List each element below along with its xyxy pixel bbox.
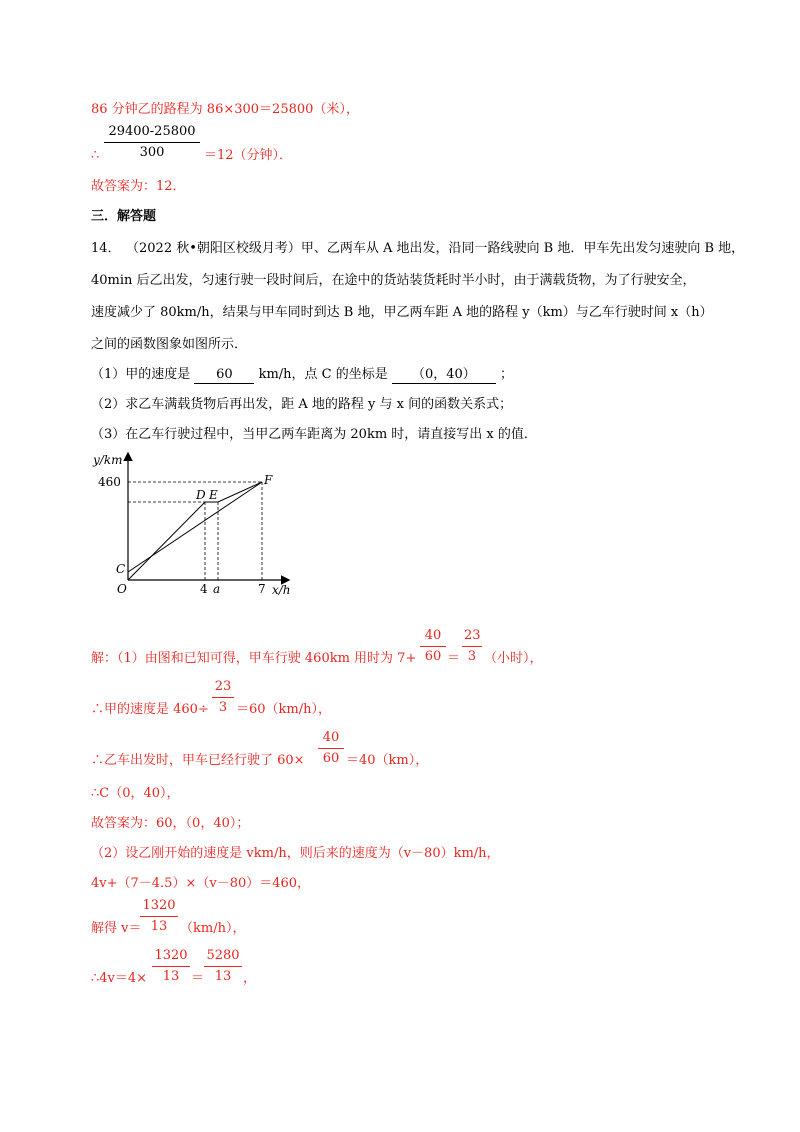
point-e-label: E [209, 488, 218, 502]
solution-line-3-b: ＝40（km）， [346, 753, 429, 768]
solution-1-equals: ＝ [447, 651, 461, 666]
prev-line-1: 86 分钟乙的路程为 86×300＝25800（米）， [91, 102, 359, 117]
solution-line-2-b: ＝60（km/h）， [236, 702, 331, 717]
solution-line-8-a: 解得 v＝ [91, 921, 142, 936]
question-1-text-a: （1）甲的速度是 [91, 367, 191, 382]
fraction-numerator: 1320 [140, 898, 178, 917]
question-3: （3）在乙车行驶过程中，当甲乙两车距离为 20km 时，请直接写出 x 的值． [91, 427, 537, 442]
solution-line-2-a: ∴甲的速度是 460÷ [91, 702, 209, 717]
solution-line-1-a: 解：（1）由图和已知可得，甲车行驶 460km 用时为 7+ [91, 651, 417, 666]
section-title: 三．解答题 [91, 209, 157, 224]
solution-line-6: （2）设乙刚开始的速度是 vkm/h，则后来的速度为（v－80）km/h， [91, 846, 500, 861]
prev-fraction [104, 124, 200, 161]
problem-number: 14． [91, 241, 121, 256]
fraction-denominator: 60 [322, 751, 340, 766]
question-1-text-c: ； [500, 367, 514, 382]
y-axis-label: y/km [93, 453, 123, 467]
question-1-blank-speed: 60 [194, 367, 254, 384]
fraction-denominator: 3 [218, 700, 228, 715]
solution-line-9-b: ， [243, 971, 257, 986]
problem-line-4: 之间的函数图象如图所示． [91, 337, 248, 352]
solution-9-fraction-2 [204, 948, 242, 985]
prev-result: ＝12（分钟）． [204, 148, 293, 163]
line-jia [128, 482, 262, 572]
fraction-numerator: 40 [318, 730, 344, 749]
solution-3-fraction [318, 730, 344, 767]
solution-line-8-b: （km/h）， [180, 921, 246, 936]
solution-1-fraction-2 [462, 628, 482, 665]
question-1-text-b: km/h，点 C 的坐标是 [258, 367, 388, 382]
question-1-blank-point-c: （0，40） [392, 367, 496, 384]
therefore-symbol: ∴ [91, 148, 100, 163]
point-c-label: C [116, 562, 126, 576]
fraction-numerator: 40 [420, 628, 446, 647]
prev-fraction-numerator: 29400-25800 [104, 124, 200, 143]
prev-answer: 故答案为：12． [91, 179, 186, 194]
fraction-numerator: 5280 [204, 948, 242, 967]
point-f-label: F [264, 473, 273, 487]
problem-line-1: （2022 秋•朝阳区校级月考）甲、乙两车从 A 地出发，沿同一路线驶向 B 地．甲车先出发匀速驶向 B 地， [126, 241, 745, 256]
solution-line-4: ∴C（0，40）， [91, 786, 180, 801]
x-tick-4: 4 [200, 582, 208, 596]
fraction-numerator: 1320 [152, 948, 190, 967]
solution-2-fraction [212, 679, 234, 716]
fraction-denominator: 3 [467, 649, 477, 664]
fraction-denominator: 13 [150, 919, 168, 934]
solution-line-3-a: ∴乙车出发时，甲车已经行驶了 60× [91, 753, 305, 768]
question-1 [91, 366, 513, 384]
origin-label: O [117, 582, 127, 596]
x-axis-label: x/h [272, 583, 291, 597]
solution-line-7: 4v+（7－4.5）×（v－80）＝460， [91, 876, 311, 891]
problem-line-3: 速度减少了 80km/h，结果与甲车同时到达 B 地，甲乙两车距 A 地的路程 y（km）与乙车行驶时间 x（h） [91, 305, 713, 320]
solution-9-fraction-1 [152, 948, 190, 985]
function-graph [90, 448, 310, 608]
solution-1-fraction-1 [420, 628, 446, 665]
point-d-label: D [196, 488, 206, 502]
fraction-denominator: 13 [214, 969, 232, 984]
solution-line-1-b: （小时）， [484, 651, 543, 666]
x-tick-7: 7 [258, 582, 266, 596]
solution-line-5: 故答案为：60，（0，40）； [91, 816, 250, 831]
prev-fraction-denominator: 300 [139, 145, 165, 160]
question-2: （2）求乙车满载货物后再出发，距 A 地的路程 y 与 x 间的函数关系式； [91, 397, 513, 412]
fraction-numerator: 23 [212, 679, 234, 698]
x-tick-a: a [213, 582, 221, 596]
y-tick-460: 460 [98, 475, 121, 489]
solution-8-fraction [140, 898, 178, 935]
solution-line-9-a: ∴4v＝4× [91, 971, 148, 986]
line-yi [128, 482, 262, 580]
fraction-numerator: 23 [462, 628, 482, 647]
problem-line-2: 40min 后乙出发，匀速行驶一段时间后，在途中的货站装货耗时半小时，由于满载货物，为了行驶安全， [91, 273, 696, 288]
fraction-denominator: 13 [162, 969, 180, 984]
fraction-denominator: 60 [424, 649, 442, 664]
solution-9-equals: ＝ [191, 971, 205, 986]
